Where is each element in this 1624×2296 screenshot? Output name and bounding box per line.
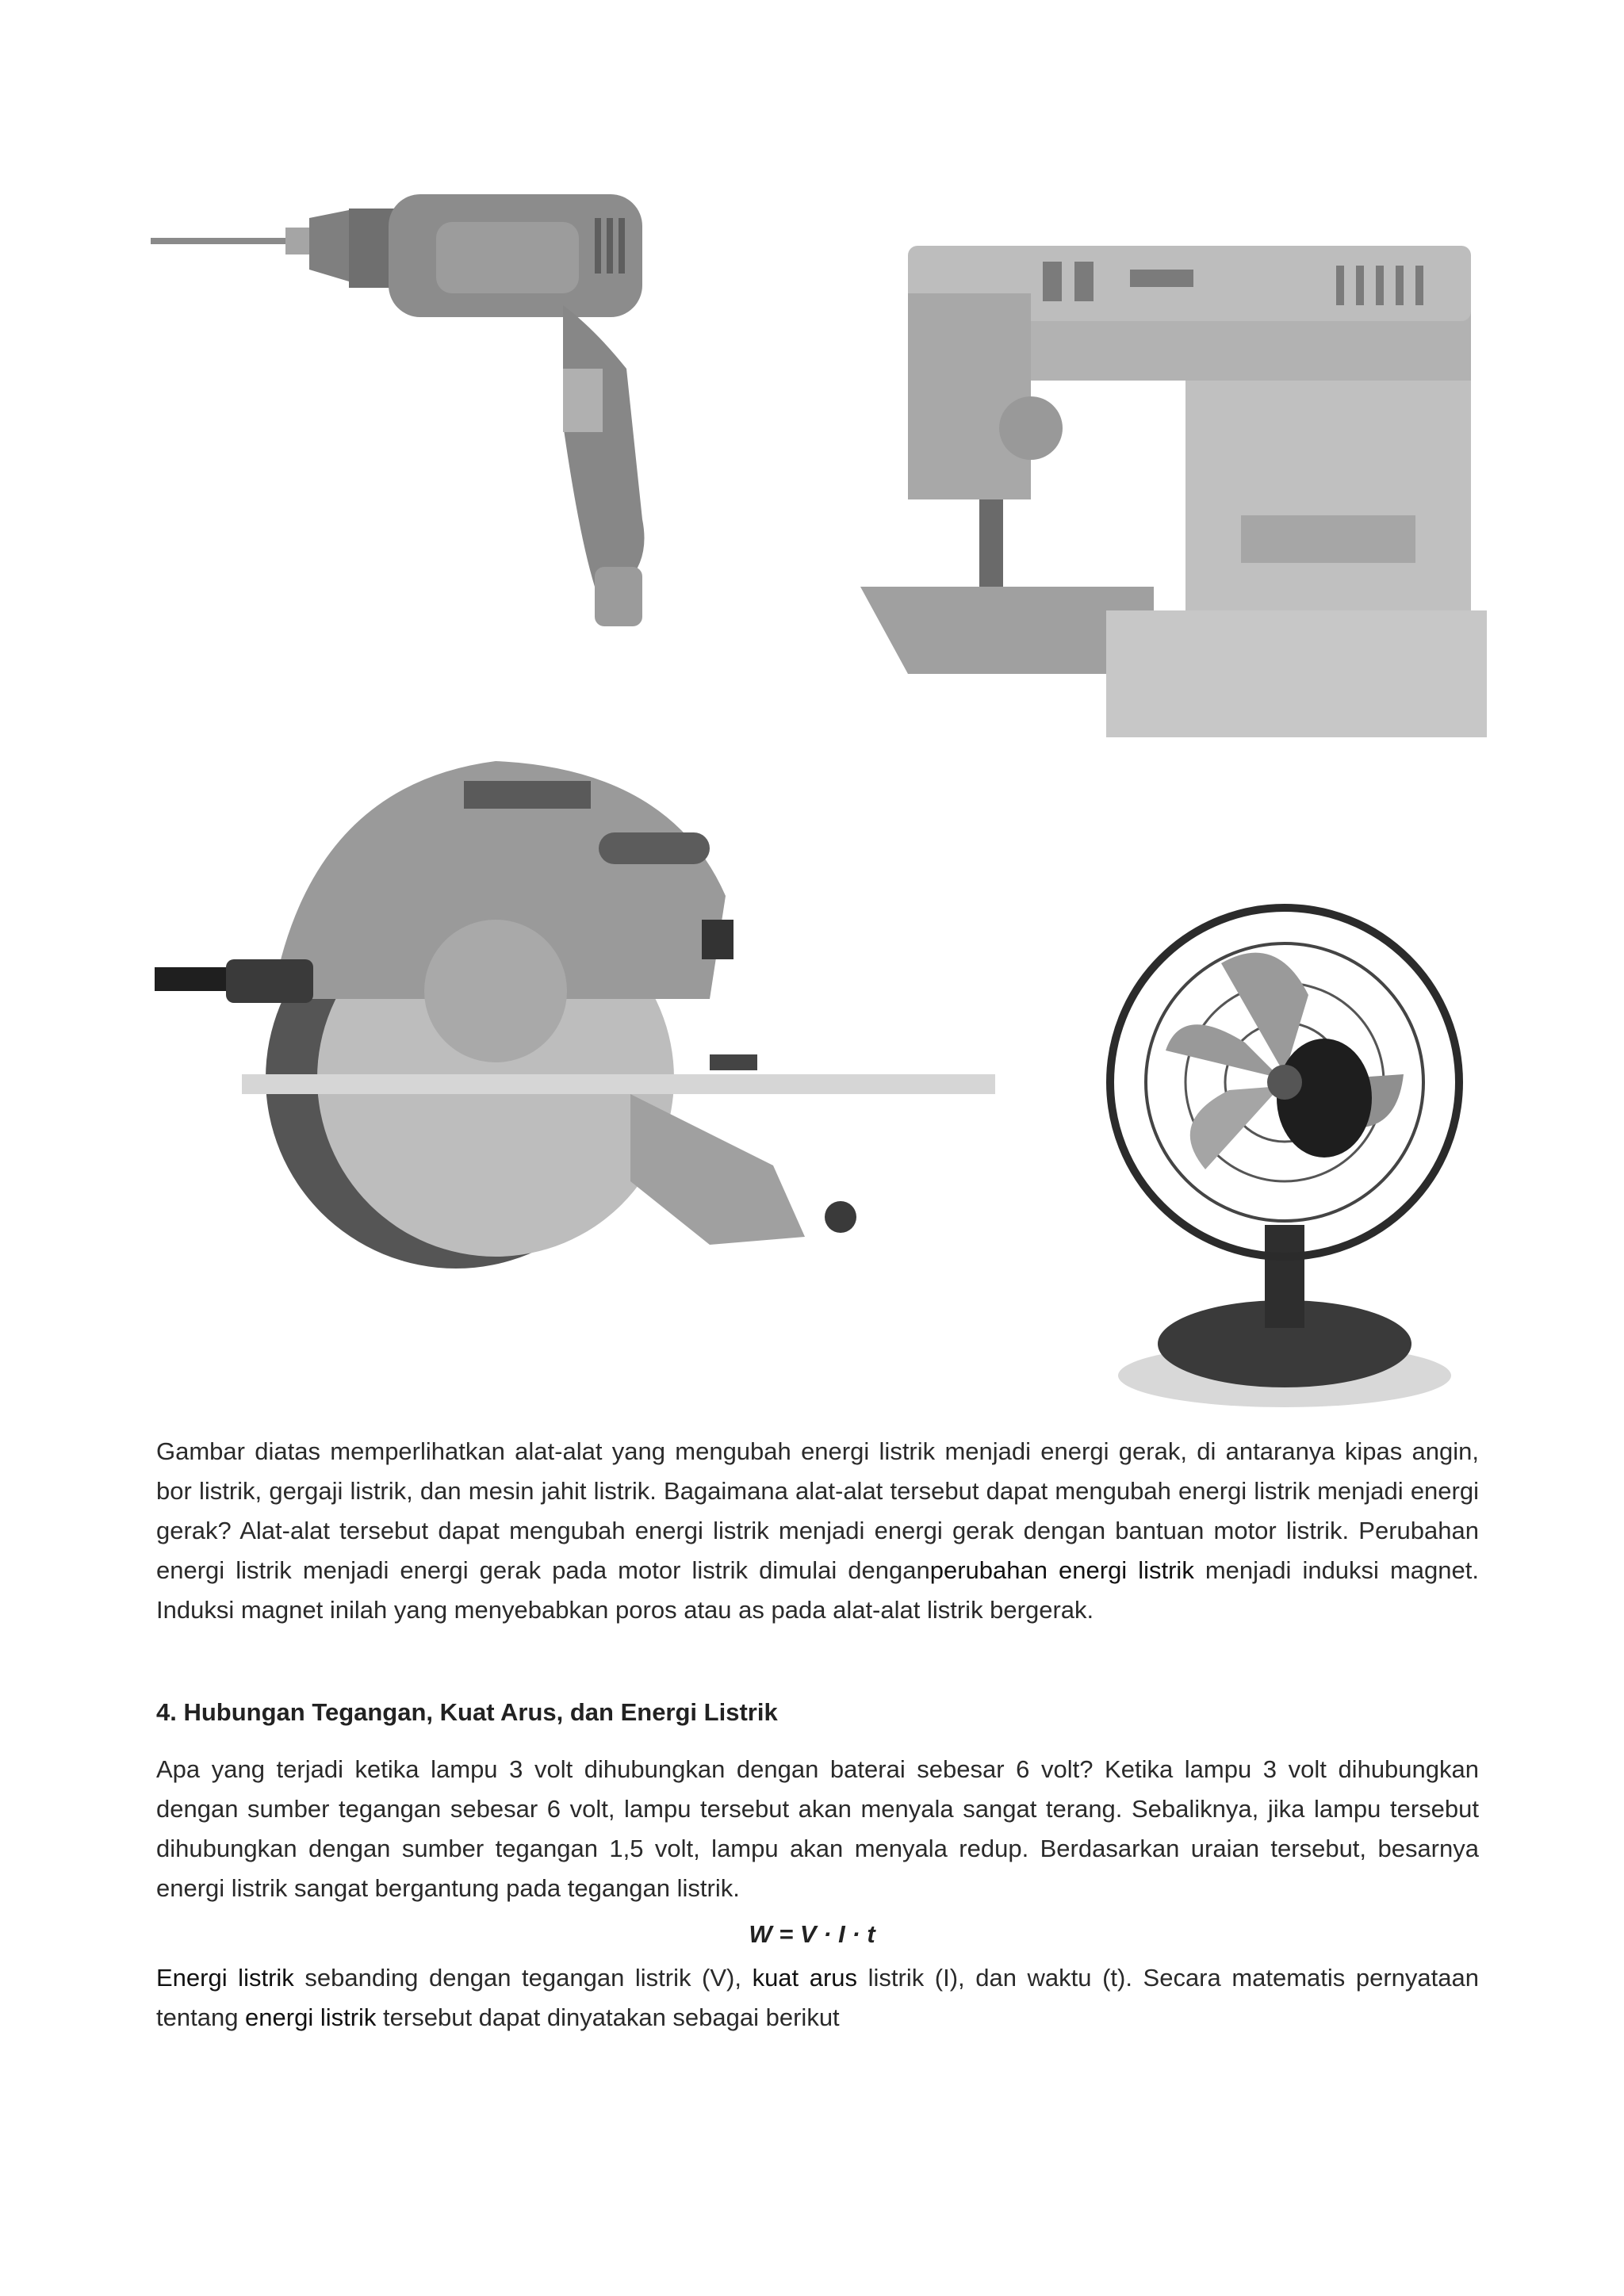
section-heading: 4. Hubungan Tegangan, Kuat Arus, dan Energi Listrik	[156, 1698, 778, 1726]
paragraph-energi-listrik	[156, 1958, 1479, 2038]
sewing-machine-image	[860, 246, 1495, 753]
electric-fan-image	[1094, 868, 1475, 1415]
electric-drill-image	[151, 186, 761, 630]
term-perubahan-energi-listrik: perubahan energi listrik	[929, 1556, 1194, 1584]
term-energi-listrik-2: energi listrik	[245, 2003, 377, 2031]
paragraph-text: Gambar diatas memperlihatkan alat-alat yang mengubah energi listrik menjadi energi gerak, di antaranya kipas angin, bor listrik, gergaji listrik, dan mesin jahit listrik. Bagaimana alat-alat tersebut dapat mengubah energi listrik menjadi energi gerak? Alat-alat tersebut dapat mengubah energi listrik menjadi energi gerak dengan bantuan motor listrik. Perubahan energi listrik menjadi energi gerak pada motor listrik dimulai dengan	[156, 1437, 1479, 1584]
circular-saw-image	[155, 737, 995, 1276]
paragraph-text-end: menjadi induksi magnet. Induksi magnet inilah yang menyebabkan poros atau as pada alat-alat listrik bergerak.	[156, 1556, 1479, 1624]
paragraph-text: sebanding dengan tegangan listrik (V),	[293, 1964, 753, 1992]
term-kuat-arus: kuat arus	[752, 1964, 858, 1992]
paragraph-text: tersebut dapat dinyatakan sebagai berikut	[376, 2003, 840, 2031]
paragraph-tegangan: Apa yang terjadi ketika lampu 3 volt dihubungkan dengan baterai sebesar 6 volt? Ketika lampu 3 volt dihubungkan dengan sumber tegangan sebesar 6 volt, lampu tersebut akan menyala sangat terang. Sebaliknya, jika lampu tersebut dihubungkan dengan sumber tegangan 1,5 volt, lampu akan menyala redup. Berdasarkan uraian tersebut, besarnya energi listrik sangat bergantung pada tegangan listrik.	[156, 1755, 1479, 1902]
paragraph-motor-listrik	[156, 1432, 1479, 1630]
energy-formula: W = V · I · t	[749, 1920, 875, 1948]
term-energi-listrik: Energi listrik	[156, 1964, 294, 1992]
paragraph-text: listrik (I), dan waktu (t). Secara matematis pernyataan tentang	[156, 1964, 1479, 2031]
